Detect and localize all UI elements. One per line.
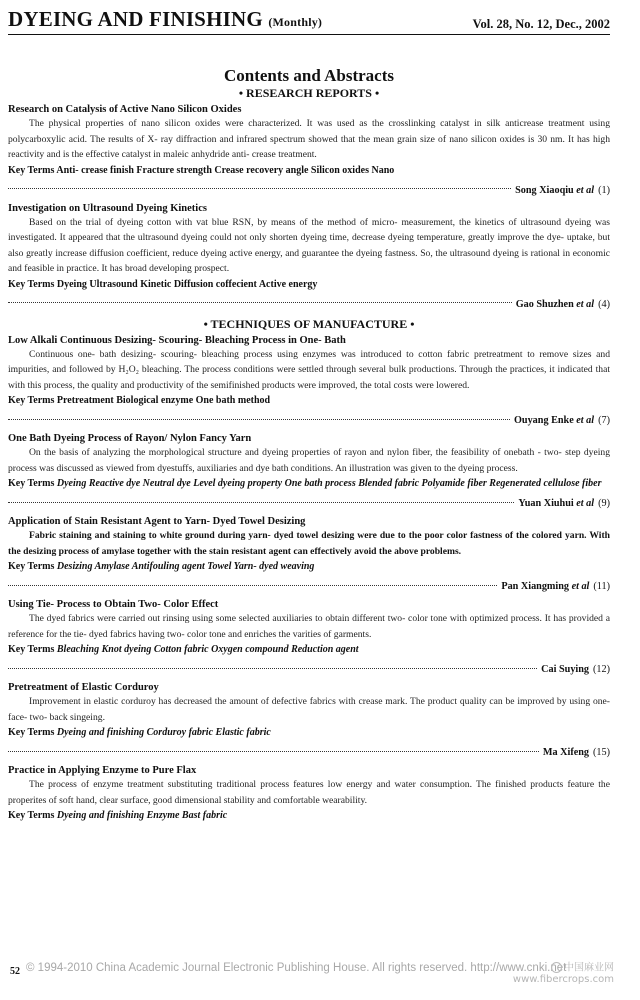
leader-dots xyxy=(8,188,511,189)
key-terms xyxy=(8,278,610,292)
key-terms-values: Dyeing Ultrasound Kinetic Diffusion coffecient Active energy xyxy=(56,278,318,290)
article-title: Low Alkali Continuous Desizing- Scouring- Bleaching Process in One- Bath xyxy=(8,334,346,346)
key-terms-values: Dyeing and finishing Corduroy fabric Elastic fabric xyxy=(56,727,271,738)
author-name: Song Xiaoqiu et al xyxy=(515,184,595,196)
author-name: Yuan Xiuhui et al xyxy=(518,498,595,509)
key-terms xyxy=(8,477,610,491)
page-number: 52 xyxy=(10,966,20,977)
article xyxy=(8,334,610,429)
page-title: Contents and Abstracts xyxy=(223,66,395,85)
section-heading-research: • RESEARCH REPORTS • xyxy=(238,86,380,100)
author-line xyxy=(8,579,610,594)
watermark-url: www.fibercrops.com xyxy=(512,973,614,985)
article-abstract: The process of enzyme treatment substituting traditional process features low energy and water consumption. The finished products feature the properites of soft hand, clear surface, good dimensional stability and comfortable wearability. xyxy=(8,779,610,806)
key-terms-values: Bleaching Knot dyeing Cotton fabric Oxygen compound Reduction agent xyxy=(56,644,359,655)
section-heading-techniques: • TECHNIQUES OF MANUFACTURE • xyxy=(203,316,415,331)
key-terms xyxy=(8,394,610,408)
key-terms-label: Key Terms xyxy=(8,278,55,290)
leader-dots xyxy=(8,668,537,669)
journal-frequency: (Monthly) xyxy=(268,15,323,29)
page-ref: (12) xyxy=(593,664,610,675)
key-terms-label: Key Terms xyxy=(8,395,55,406)
author-line xyxy=(8,496,610,511)
page-ref: (11) xyxy=(593,581,610,592)
journal-header xyxy=(8,6,610,32)
article-abstract: Fabric staining and staining to white ground during yarn- dyed towel desizing were due to the poor color fastness of the colored yarn. With the desizing process of amylase together with the stain resistant agent can effectively avoid the above problems. xyxy=(8,530,610,557)
watermark-cn: 中国麻业网 xyxy=(564,962,614,974)
article xyxy=(8,764,610,823)
page-footer xyxy=(8,956,620,984)
author-line xyxy=(8,745,610,760)
key-terms xyxy=(8,164,610,178)
author-name: Ouyang Enke et al xyxy=(514,415,595,426)
article-abstract: On the basis of analyzing the morphological structure and dyeing properties of rayon and nylon fiber, the feasibility of onebath - two- step dyeing process was discussed as viewed from dyestuffs, auxiliaries and dye bath conditions. An illustration was given to the dyeing process. xyxy=(8,447,610,474)
article xyxy=(8,598,610,677)
page-ref: (15) xyxy=(593,747,610,758)
key-terms-values: Dyeing and finishing Enzyme Bast fabric xyxy=(56,810,228,821)
journal-name: DYEING AND FINISHING xyxy=(8,7,263,31)
key-terms-label: Key Terms xyxy=(8,561,55,572)
key-terms xyxy=(8,726,610,740)
leader-dots xyxy=(8,302,512,303)
article-title: Practice in Applying Enzyme to Pure Flax xyxy=(8,765,197,776)
volume-info: Vol. 28, No. 12, Dec., 2002 xyxy=(472,17,610,31)
leader-dots xyxy=(8,502,514,503)
key-terms-values: Desizing Amylase Antifouling agent Towel Yarn- dyed weaving xyxy=(56,561,315,572)
article xyxy=(8,202,610,312)
author-line xyxy=(8,183,610,198)
article-abstract: The physical properties of nano silicon oxides were characterized. It was used as the crosslinking catalyst in silk anticrease treatment using polycarboxylic acid. The results of X- ray diffraction and infrared spectrum showed that the mean grain size of nano silicon oxides is 30 nm. It has high reactivity and is the effective catalyst in maleic anhydride anti- crease treatment. xyxy=(8,118,610,160)
article-title: Application of Stain Resistant Agent to Yarn- Dyed Towel Desizing xyxy=(8,516,306,527)
page-ref: (4) xyxy=(598,298,610,310)
watermark-logo-icon xyxy=(551,962,562,973)
article xyxy=(8,681,610,760)
article-title: Investigation on Ultrasound Dyeing Kinetics xyxy=(8,202,207,214)
article-title: One Bath Dyeing Process of Rayon/ Nylon Fancy Yarn xyxy=(8,433,252,444)
page-ref: (1) xyxy=(598,184,610,196)
journal-title xyxy=(8,7,322,32)
article-abstract: Based on the trial of dyeing cotton with vat blue RSN, by means of the method of micro- measurement, the kinetics of ultrasound dyeing was investigated. It appeared that the ultrasound dyeing could not only shorten dyeing time, decrease dyeing temperature, greatly improve the dye- uptake, but also greatly increase diffusion coefficient, reduce dyeing active energy, and guarantee the dyeing fastness. So, the ultrasound dyeing is rational in economic and feasible in practice. It has broad developing prospect. xyxy=(8,216,610,274)
article-title: Using Tie- Process to Obtain Two- Color Effect xyxy=(8,599,219,610)
key-terms xyxy=(8,643,610,657)
article-abstract: Improvement in elastic corduroy has decreased the amount of defective fabrics with crease mark. The product quality can be improved by using one- face- two- back singeing. xyxy=(8,696,610,723)
author-name: Gao Shuzhen et al xyxy=(515,298,595,310)
article xyxy=(8,103,610,198)
author-line xyxy=(8,413,610,428)
key-terms-label: Key Terms xyxy=(8,478,55,489)
author-name: Ma Xifeng xyxy=(542,747,590,758)
article-abstract: Continuous one- bath desizing- scouring- bleaching process using enzymes was introduced to cotton fabric pretreatment to remove sizes and impurities, and followed by H₂O₂ bleaching. The process conditions were settled through several bulk productions. Through the practices, it indicated that with this process, the quality and productivity of the semifinished products were improved, the total costs were lowered. xyxy=(8,348,610,391)
key-terms xyxy=(8,560,610,574)
leader-dots xyxy=(8,585,497,586)
author-line xyxy=(8,297,610,312)
page-ref: (7) xyxy=(598,415,610,426)
watermark xyxy=(513,962,614,985)
article xyxy=(8,515,610,594)
key-terms-label: Key Terms xyxy=(8,810,55,821)
key-terms-label: Key Terms xyxy=(8,164,55,176)
key-terms-values: Anti- crease finish Fracture strength Crease recovery angle Silicon oxides Nano xyxy=(56,164,395,176)
author-line xyxy=(8,662,610,677)
key-terms-label: Key Terms xyxy=(8,644,55,655)
leader-dots xyxy=(8,751,539,752)
article xyxy=(8,432,610,511)
author-name: Pan Xiangming et al xyxy=(501,581,590,592)
article-abstract: The dyed fabrics were carried out rinsing using some selected auxiliaries to obtain different two- color tone with optimized process. It has provided a reference for the tie- dyed fabrics having two- color tone and enriches the varities of garments. xyxy=(8,613,610,640)
key-terms xyxy=(8,809,610,823)
copyright-notice: © 1994-2010 China Academic Journal Electronic Publishing House. All rights reserved. http://www.cnki.net xyxy=(26,962,567,974)
article-title: Pretreatment of Elastic Corduroy xyxy=(8,682,159,693)
key-terms-label: Key Terms xyxy=(8,727,55,738)
author-name: Cai Suying xyxy=(541,664,590,675)
article-title: Research on Catalysis of Active Nano Silicon Oxides xyxy=(8,104,242,115)
key-terms-values: Pretreatment Biological enzyme One bath method xyxy=(56,395,271,406)
leader-dots xyxy=(8,419,510,420)
key-terms-values: Dyeing Reactive dye Neutral dye Level dyeing property One bath process Blended fabric Polyamide fiber Regenerated cellulose fiber xyxy=(56,478,602,489)
header-rule xyxy=(8,34,610,35)
contents xyxy=(8,66,610,823)
page-ref: (9) xyxy=(598,498,610,509)
